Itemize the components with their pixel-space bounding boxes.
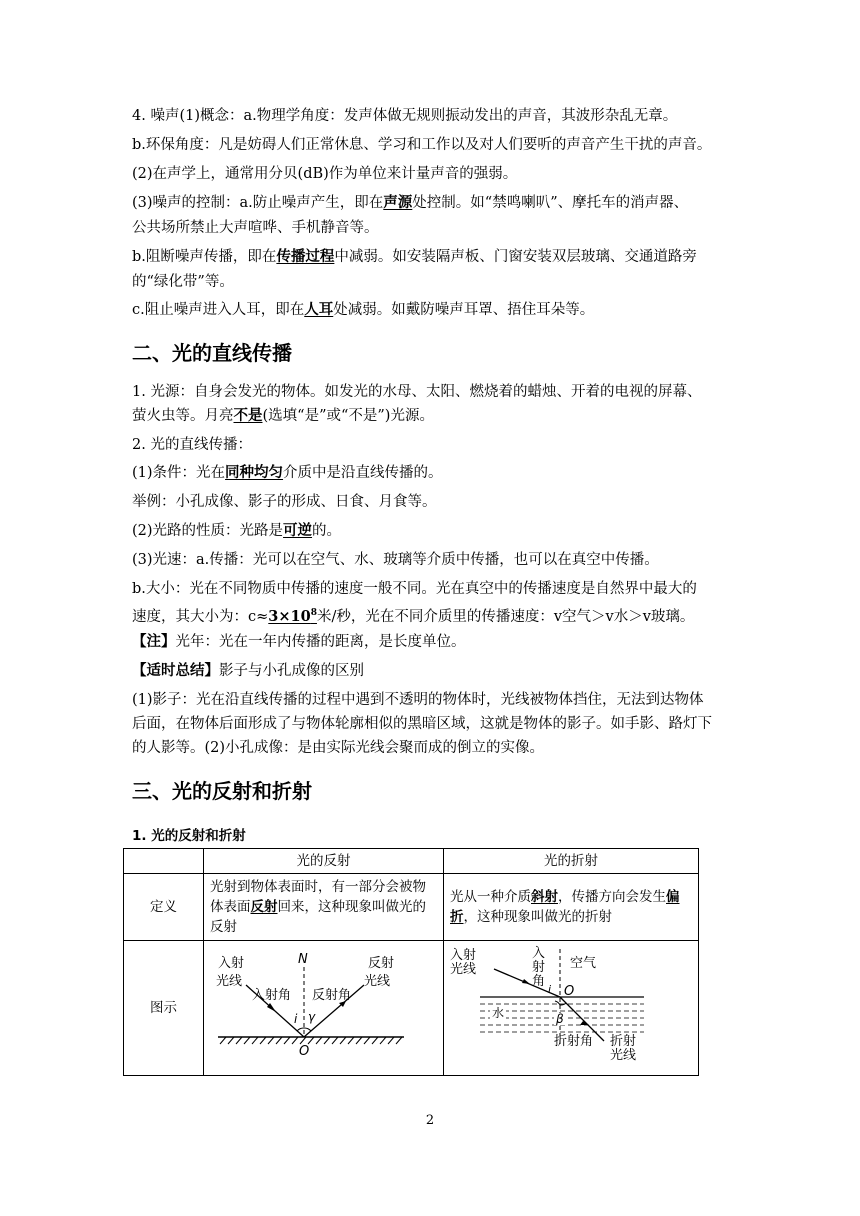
example-line (132, 492, 437, 512)
answer-blank: 同种均匀 (225, 464, 284, 481)
shadow-line-2 (132, 714, 712, 734)
light-speed-line (132, 550, 659, 570)
text: 米/秒，光在不同介质里的传播速度：v空气＞v水＞v玻璃。 (316, 608, 695, 625)
reflect-definition (204, 874, 444, 941)
speed-value-line (132, 603, 694, 627)
incident-label: 入射 (450, 948, 477, 963)
text: 光年：光在一年内传播的距离，是长度单位。 (175, 634, 466, 650)
condition-line (132, 463, 443, 483)
answer-blank: 反射 (250, 899, 278, 915)
reflection-figure-cell (204, 941, 444, 1076)
text: 举例：小孔成像、影子的形成、日食、月食等。 (132, 494, 437, 510)
light-source-line (132, 382, 701, 402)
noise-control-line (132, 193, 688, 213)
table-header-reflect: 光的反射 (204, 849, 444, 874)
table-cell-empty (124, 849, 204, 874)
text: ，传播方向会发生 (558, 889, 666, 905)
incident-label: 光线 (216, 974, 243, 989)
text: (3)噪声的控制：a.防止噪声产生，即在 (132, 195, 384, 211)
summary-label: 【适时总结】 (132, 662, 219, 679)
incident-angle-label: 入射角 (252, 988, 292, 1003)
straight-line-title (132, 435, 252, 455)
noise-concept-line (132, 106, 677, 126)
light-source-line-2 (132, 406, 434, 426)
text: c.阻止噪声进入人耳，即在 (132, 302, 305, 318)
text: 速度，其大小为：c≈ (132, 608, 269, 625)
refraction-diagram (444, 941, 698, 1069)
incident-label: 入射 (218, 956, 245, 971)
normal-label: N (298, 952, 308, 967)
text: (2)光路的性质：光路是 (132, 523, 284, 539)
note-label: 【注】 (132, 633, 176, 650)
text: b.大小：光在不同物质中传播的速度一般不同。光在真空中的传播速度是自然界中最大的 (132, 581, 697, 597)
reflection-diagram (204, 941, 432, 1069)
noise-decibel-line (132, 164, 517, 184)
refracted-label: 光线 (610, 1048, 637, 1063)
table-row-label: 定义 (124, 874, 204, 941)
incident-angle-label: 入 (532, 946, 546, 961)
note-line (132, 632, 466, 652)
text: (1)条件：光在 (132, 465, 226, 481)
text: b.阻断噪声传播，即在 (132, 249, 277, 265)
incident-arrow-icon (522, 979, 530, 984)
text: b.环保角度：凡是妨碍人们正常休息、学习和工作以及对人们要听的声音产生干扰的声音。 (132, 137, 712, 153)
section-heading-light-propagation: 二、光的直线传播 (132, 341, 292, 365)
speed-mantissa: 3×10 (268, 607, 311, 625)
text: 介质中是沿直线传播的。 (283, 465, 443, 481)
answer-blank: 传播过程 (276, 248, 335, 265)
text: 的人影等。(2)小孔成像：是由实际光线会聚而成的倒立的实像。 (132, 740, 545, 756)
air-label: 空气 (570, 956, 597, 971)
text: 处减弱。如戴防噪声耳罩、捂住耳朵等。 (333, 302, 595, 318)
answer-blank: 不是 (233, 407, 263, 424)
text: 1. 光源：自身会发光的物体。如发光的水母、太阳、燃烧着的蜡烛、开着的电视的屏幕、 (132, 384, 702, 400)
incident-angle-label: 角 (532, 974, 546, 989)
table-header-refract: 光的折射 (444, 849, 699, 874)
refraction-figure-cell (444, 941, 699, 1076)
table-row-label: 图示 (124, 941, 204, 1076)
table-row (124, 874, 699, 941)
table-row (124, 941, 699, 1076)
text: (2)在声学上，通常用分贝(dB)作为单位来计量声音的强弱。 (132, 166, 518, 182)
answer-blank: 斜射 (531, 889, 558, 905)
incident-angle-arc (555, 1001, 560, 1005)
comparison-table (123, 848, 699, 1076)
reflected-label: 反射 (368, 956, 395, 971)
noise-env-line (132, 135, 711, 155)
text: (3)光速：a.传播：光可以在空气、水、玻璃等介质中传播，也可以在真空中传播。 (132, 552, 659, 568)
reflect-angle-arc (304, 1028, 311, 1031)
shadow-line-3 (132, 738, 544, 758)
angle-beta-label: β (556, 1012, 564, 1026)
incident-angle-arc (297, 1028, 304, 1031)
text: 中减弱。如安装隔声板、门窗安装双层玻璃、交通道路旁 (334, 249, 697, 265)
text: 的“绿化带”等。 (132, 274, 234, 290)
text: ，这种现象叫做光的折射 (463, 909, 612, 925)
noise-ear-line (132, 300, 594, 320)
angle-i-label: i (294, 1012, 298, 1026)
noise-block-line (132, 247, 697, 267)
angle-i-label: i (548, 983, 552, 996)
noise-block-line-2 (132, 272, 234, 292)
speed-exponent: 8 (310, 608, 317, 618)
angle-gamma-label: γ (308, 1010, 316, 1024)
reflected-label: 光线 (364, 974, 391, 989)
text: 4. 噪声(1)概念：a.物理学角度：发声体做无规则振动发出的声音，其波形杂乱无章。 (132, 108, 678, 124)
answer-blank (268, 608, 317, 625)
path-property-line (132, 521, 341, 541)
page-number: 2 (425, 1113, 435, 1128)
text: (选填“是”或“不是”)光源。 (262, 408, 434, 424)
subheading: 1. 光的反射和折射 (132, 828, 246, 844)
text: (1)影子：光在沿直线传播的过程中遇到不透明的物体时，光线被物体挡住，无法到达物体 (132, 692, 704, 708)
noise-control-line-2 (132, 218, 379, 238)
text: 公共场所禁止大声喧哗、手机静音等。 (132, 220, 379, 236)
text: 萤火虫等。月亮 (132, 408, 234, 424)
refract-angle-label: 折射角 (554, 1034, 594, 1049)
answer-blank: 人耳 (304, 301, 334, 318)
reflect-angle-label: 反射角 (312, 988, 352, 1003)
text: 2. 光的直线传播： (132, 437, 252, 453)
shadow-line (132, 690, 704, 710)
incidence-point-label: O (564, 984, 575, 999)
text: 影子与小孔成像的区别 (219, 663, 364, 679)
answer-blank: 声源 (383, 194, 413, 211)
refract-definition (444, 874, 699, 941)
text: 后面，在物体后面形成了与物体轮廓相似的黑暗区域，这就是物体的影子。如手影、路灯下 (132, 716, 712, 732)
summary-line (132, 661, 364, 681)
text: 光从一种介质 (450, 889, 531, 905)
mirror-hatching (220, 1037, 402, 1044)
incident-angle-label: 射 (532, 960, 546, 975)
text: 处控制。如“禁鸣喇叭”、摩托车的消声器、 (412, 195, 689, 211)
speed-size-line (132, 579, 697, 599)
text: 光射到物体表面时，有一部分会被物体表面 (210, 879, 427, 915)
refracted-label: 折射 (610, 1034, 637, 1049)
answer-blank: 可逆 (283, 522, 313, 539)
section-heading-reflection-refraction: 三、光的反射和折射 (132, 779, 312, 803)
table-row (124, 849, 699, 874)
text: 回来，这种现象叫做光的反射 (210, 899, 427, 935)
text: 的。 (312, 523, 342, 539)
incidence-point-label: O (299, 1044, 310, 1059)
incident-label: 光线 (450, 962, 477, 977)
answer-blank: 偏折 (450, 889, 680, 925)
water-label: 水 (492, 1006, 505, 1020)
